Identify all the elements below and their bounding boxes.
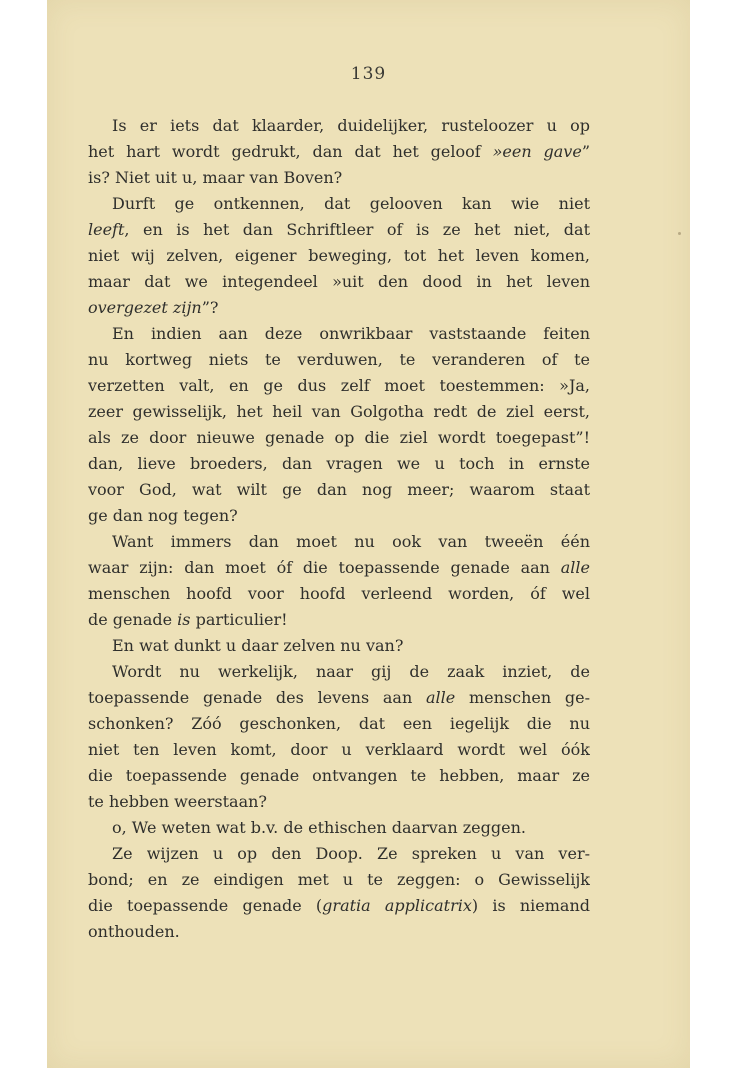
text-segment: ”	[581, 142, 590, 161]
text-line	[88, 269, 590, 295]
text-line	[88, 789, 590, 815]
text-line	[88, 477, 590, 503]
text-segment: onthouden.	[88, 922, 180, 941]
text-segment: te hebben weerstaan?	[88, 792, 267, 811]
text-line	[88, 373, 590, 399]
text-segment: voor God, wat wilt ge dan nog meer; waarom staat	[88, 480, 590, 499]
text-line	[88, 633, 590, 659]
text-segment: dan, lieve broeders, dan vragen we u toch in ernste	[88, 454, 590, 473]
text-line	[88, 737, 590, 763]
text-line	[88, 919, 590, 945]
text-segment: o, We weten wat b.v. de ethischen daarvan zeggen.	[112, 818, 526, 837]
text-segment: niet ten leven komt, door u verklaard wordt wel óók	[88, 740, 590, 759]
text-line	[88, 763, 590, 789]
text-segment: Want immers dan moet nu ook van tweeën één	[112, 532, 590, 551]
text-segment: die toepassende genade (	[88, 896, 323, 915]
paper-speck	[678, 232, 681, 235]
italic-text: leeft	[88, 220, 125, 239]
paragraph	[88, 841, 590, 945]
text-segment: de genade	[88, 610, 178, 629]
text-segment: Durft ge ontkennen, dat gelooven kan wie niet	[112, 194, 590, 213]
paragraph	[88, 633, 590, 659]
page-number: 139	[350, 64, 387, 84]
text-line	[88, 217, 590, 243]
text-segment: die toepassende genade ontvangen te hebben, maar ze	[88, 766, 590, 785]
text-segment: Is er iets dat klaarder, duidelijker, rusteloozer u op	[112, 116, 590, 135]
text-line	[88, 841, 590, 867]
text-segment: waar zijn: dan moet óf die toepassende genade aan	[88, 558, 561, 577]
text-line	[88, 607, 590, 633]
paragraph	[88, 815, 590, 841]
text-line	[88, 139, 590, 165]
text-segment: bond; en ze eindigen met u te zeggen: o Gewisselijk	[88, 870, 590, 889]
text-segment: is? Niet uit u, maar van Boven?	[88, 168, 343, 187]
text-line	[88, 555, 590, 581]
text-segment: toepassende genade des levens aan	[88, 688, 426, 707]
text-line	[88, 295, 590, 321]
text-segment: als ze door nieuwe genade op die ziel wordt toegepast”!	[88, 428, 590, 447]
paragraph	[88, 191, 590, 321]
text-line	[88, 711, 590, 737]
italic-text: gratia applicatrix	[322, 896, 472, 915]
text-segment: ) is niemand	[471, 896, 590, 915]
text-segment: ge dan nog tegen?	[88, 506, 238, 525]
text-segment: Ze wijzen u op den Doop. Ze spreken u van ver-	[112, 844, 590, 863]
text-line	[88, 685, 590, 711]
text-segment: particulier!	[190, 610, 288, 629]
text-line	[88, 321, 590, 347]
body-text	[88, 113, 590, 945]
text-line	[88, 113, 590, 139]
text-segment: menschen hoofd voor hoofd verleend worden, óf wel	[88, 584, 590, 603]
text-line	[88, 529, 590, 555]
text-line	[88, 659, 590, 685]
italic-text: is	[177, 610, 191, 629]
text-segment: zeer gewisselijk, het heil van Golgotha redt de ziel eerst,	[88, 402, 590, 421]
text-line	[88, 165, 590, 191]
text-segment: , en is het dan Schriftleer of is ze het niet, dat	[124, 220, 590, 239]
text-line	[88, 243, 590, 269]
text-segment: En indien aan deze onwrikbaar vaststaande feiten	[112, 324, 590, 343]
paragraph	[88, 321, 590, 529]
text-segment: menschen ge-	[455, 688, 590, 707]
text-segment: verzetten valt, en ge dus zelf moet toestemmen: »Ja,	[88, 376, 590, 395]
text-line	[88, 399, 590, 425]
italic-text: alle	[560, 558, 590, 577]
italic-text: »een gave	[492, 142, 582, 161]
text-segment: Wordt nu werkelijk, naar gij de zaak inziet, de	[112, 662, 590, 681]
italic-text: overgezet zijn	[88, 298, 202, 317]
text-line	[88, 347, 590, 373]
text-segment: ”?	[201, 298, 219, 317]
text-segment: niet wij zelven, eigener beweging, tot het leven komen,	[88, 246, 590, 265]
italic-text: alle	[426, 688, 456, 707]
paragraph	[88, 113, 590, 191]
text-line	[88, 191, 590, 217]
text-line	[88, 867, 590, 893]
text-segment: het hart wordt gedrukt, dan dat het geloof	[88, 142, 493, 161]
scanned-book-page	[47, 0, 690, 1068]
text-line	[88, 425, 590, 451]
text-segment: nu kortweg niets te verduwen, te veranderen of te	[88, 350, 590, 369]
text-line	[88, 581, 590, 607]
text-line	[88, 451, 590, 477]
text-segment: En wat dunkt u daar zelven nu van?	[112, 636, 404, 655]
text-segment: schonken? Zóó geschonken, dat een iegelijk die nu	[88, 714, 590, 733]
paragraph	[88, 529, 590, 633]
text-line	[88, 503, 590, 529]
text-segment: maar dat we integendeel »uit den dood in het leven	[88, 272, 590, 291]
text-line	[88, 893, 590, 919]
text-line	[88, 815, 590, 841]
paragraph	[88, 659, 590, 815]
